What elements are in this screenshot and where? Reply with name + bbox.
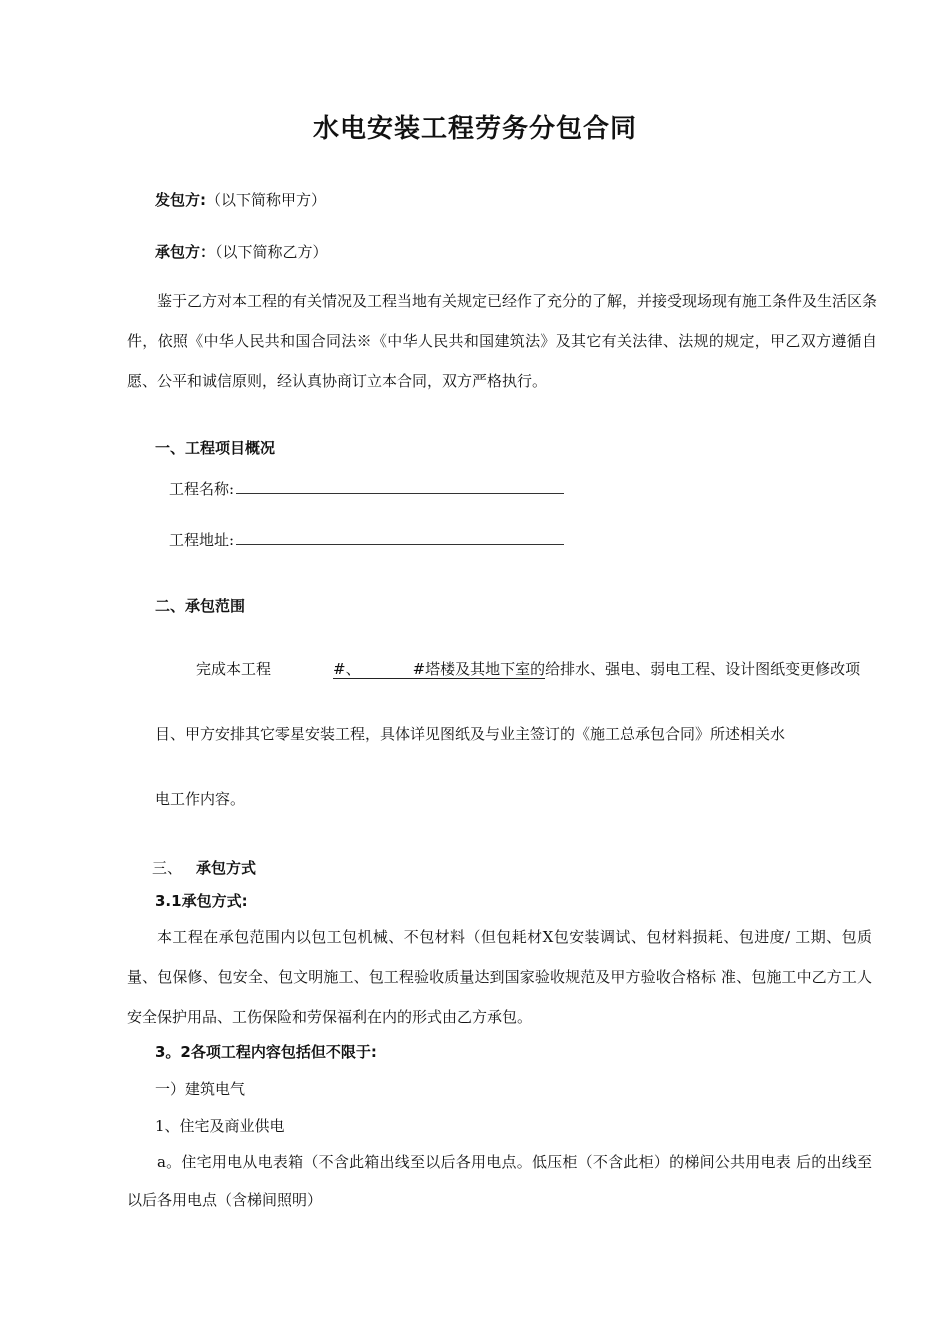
project-address-row <box>169 529 564 550</box>
scope-tower-number: #、 <box>333 660 361 678</box>
project-name-row <box>169 478 564 499</box>
contractor-label: 承包方： <box>155 243 216 261</box>
scope-line-2: 目、甲方安排其它零星安装工程，具体详见图纸及与业主签订的《施工总承包合同》所述相关水 <box>155 725 786 743</box>
section-1-heading: 一、工程项目概况 <box>155 439 276 457</box>
project-name-label: 工程名称: <box>169 480 235 498</box>
scope-tower-fill <box>333 660 545 679</box>
project-address-blank <box>236 532 564 545</box>
subsection-3-1-paragraph: 本工程在承包范围内以包工包机械、不包材料（但包耗材X包安装调试、包材料损耗、包进度/ 工期、包质量、包保修、包安全、包文明施工、包工程验收质量达到国家验收规范及甲方验收合格标 准、包施工中乙方工人安全保护用品、工伤保险和劳保福利在内的形式由乙方承包。 <box>127 928 872 1026</box>
project-address-label: 工程地址: <box>169 531 235 549</box>
scope-line-3: 电工作内容。 <box>155 790 246 808</box>
subsection-3-2-heading: 3。2各项工程内容包括但不限于: <box>155 1043 377 1061</box>
contractor-line <box>155 241 328 262</box>
item-building-electrical: 一）建筑电气 <box>155 1080 246 1098</box>
employer-note: （以下简称甲方） <box>206 191 327 209</box>
section-3-heading <box>152 857 256 878</box>
preamble-paragraph: 鉴于乙方对本工程的有关情况及工程当地有关规定已经作了充分的了解，并接受现场现有施工条件及生活区条件，依照《中华人民共和国合同法※《中华人民共和国建筑法》及其它有关法律、法规的规定，甲乙双方遵循自愿、公平和诚信原则，经认真协商订立本合同，双方严格执行。 <box>127 292 878 390</box>
scope-text-d: 给排水、强电、弱电工程、设计图纸变更修改项 <box>545 660 861 678</box>
item-a-paragraph: a。住宅用电从电表箱（不含此箱出线至以后各用电点。低压柜（不含此柜）的梯间公共用电表 后的出线至以后各用电点（含梯间照明） <box>127 1153 872 1209</box>
section-3-title: 承包方式 <box>196 859 257 877</box>
contractor-note: （以下简称乙方） <box>215 243 328 261</box>
section-3-number: 三、 <box>152 859 183 877</box>
item-residential-commercial-power: 1、住宅及商业供电 <box>155 1117 285 1135</box>
document-title: 水电安装工程劳务分包合同 <box>312 114 637 144</box>
scope-tower-text: #塔楼及其地下室的 <box>412 660 546 678</box>
project-name-blank <box>236 481 564 494</box>
scope-text-a: 完成本工程 <box>196 660 272 678</box>
subsection-3-1-heading: 3.1承包方式: <box>155 892 248 910</box>
employer-line <box>155 189 326 210</box>
section-2-heading: 二、承包范围 <box>155 597 246 615</box>
employer-label: 发包方: <box>155 191 206 209</box>
scope-line-1 <box>196 658 860 679</box>
